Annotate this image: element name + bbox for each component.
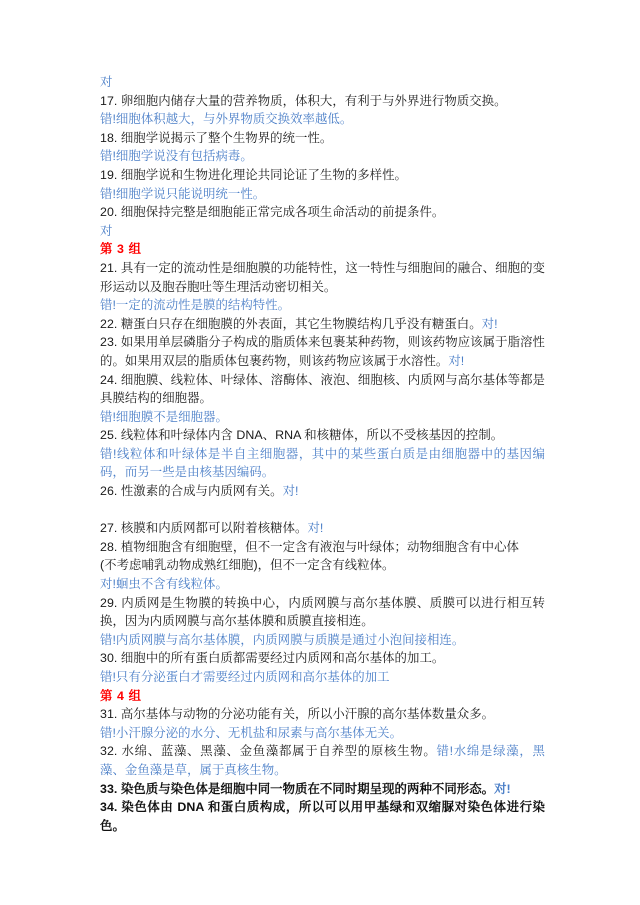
answer-text: 错!一定的流动性是膜的结构特性。	[100, 298, 291, 313]
answer-text: 对	[100, 75, 113, 89]
question-line	[100, 166, 545, 185]
answer-text: 错!细胞膜不是细胞器。	[100, 409, 228, 424]
question-line	[100, 594, 545, 631]
question-text: 30. 细胞中的所有蛋白质都需要经过内质网和高尔基体的加工。	[100, 651, 445, 666]
question-text: (不考虑哺乳动物成熟红细胞)，但不一定含有线粒体。	[100, 558, 395, 573]
answer-text: 错!内质网膜与高尔基体膜，内质网膜与质膜是通过小泡间接相连。	[100, 632, 465, 647]
answer-text: 错!只有分泌蛋白才需要经过内质网和高尔基体的加工	[100, 670, 390, 684]
answer-text: 对	[100, 223, 113, 238]
answer-text: 对!	[448, 353, 465, 368]
group-heading-text: 第 4 组	[100, 688, 142, 703]
question-text: 27. 核膜和内质网都可以附着核糖体。	[100, 521, 308, 536]
answer-line	[100, 110, 545, 129]
group-heading	[100, 687, 545, 706]
question-text: 18. 细胞学说揭示了整个生物界的统一性。	[100, 130, 333, 145]
question-line	[100, 92, 545, 111]
answer-line	[100, 575, 545, 594]
group-heading	[100, 240, 545, 259]
answer-line	[100, 222, 545, 241]
question-line	[100, 333, 545, 370]
answer-line	[100, 147, 545, 166]
question-text: 17. 卵细胞内储存大量的营养物质，体积大，有利于与外界进行物质交换。	[100, 93, 507, 108]
answer-line	[100, 73, 545, 92]
question-line	[100, 780, 545, 799]
question-line	[100, 556, 545, 575]
question-line	[100, 519, 545, 538]
answer-line	[100, 296, 545, 315]
answer-text: 错!细胞体积越大，与外界物质交换效率越低。	[100, 112, 353, 127]
question-line	[100, 705, 545, 724]
question-text: 23. 如果用单层磷脂分子构成的脂质体来包裹某种药物，则该药物应该属于脂溶性的。如果用双层的脂质体包裹药物，则该药物应该属于水溶性。	[100, 335, 545, 368]
question-line	[100, 798, 545, 835]
question-line	[100, 538, 545, 557]
answer-line	[100, 724, 545, 743]
question-line	[100, 426, 545, 445]
question-text: 22. 糖蛋白只存在细胞膜的外表面，其它生物膜结构几乎没有糖蛋白。	[100, 316, 482, 331]
question-text: 19. 细胞学说和生物进化理论共同论证了生物的多样性。	[100, 167, 408, 182]
question-line	[100, 129, 545, 148]
question-line	[100, 649, 545, 668]
answer-text: 对!	[100, 577, 116, 592]
answer-text: 蛔虫不含有线粒体。	[115, 577, 228, 592]
question-text: 28. 植物细胞含有细胞壁，但不一定含有液泡与叶绿体；动物细胞含有中心体	[100, 539, 519, 554]
answer-line	[100, 631, 545, 650]
answer-line	[100, 408, 545, 427]
question-line	[100, 315, 545, 334]
answer-line	[100, 445, 545, 482]
answer-text: 对!	[494, 781, 511, 796]
question-text: 26. 性激素的合成与内质网有关。	[100, 484, 283, 499]
question-text: 33. 染色质与染色体是细胞中同一物质在不同时期呈现的两种不同形态。	[100, 781, 495, 796]
question-text: 32. 水绵、蓝藻、黑藻、金鱼藻都属于自养型的原核生物。	[100, 744, 437, 759]
question-text: 29. 内质网是生物膜的转换中心，内质网膜与高尔基体膜、质膜可以进行相互转换，因为内质网膜与高尔基体膜和质膜直接相连。	[100, 595, 545, 629]
answer-text: 错!细胞学说只能说明统一性。	[100, 186, 266, 201]
question-text: 25. 线粒体和叶绿体内含 DNA、RNA 和核糖体，所以不受核基因的控制。	[100, 428, 504, 443]
question-line	[100, 371, 545, 408]
question-text: 21. 具有一定的流动性是细胞膜的功能特性，这一特性与细胞间的融合、细胞的变形运动以及胞吞胞吐等生理活动密切相关。	[100, 260, 545, 294]
question-text: 31. 高尔基体与动物的分泌功能有关，所以小汗腺的高尔基体数量众多。	[100, 707, 495, 722]
answer-text: 对!	[307, 521, 324, 536]
question-text: 24. 细胞膜、线粒体、叶绿体、溶酶体、液泡、细胞核、内质网与高尔基体等都是具膜结构的细胞器。	[100, 372, 545, 406]
answer-text: 错!水绵是绿藻，黑藻、金鱼藻是草，属于真核生物。	[100, 744, 545, 777]
document-body	[100, 73, 545, 835]
answer-text: 对!	[282, 484, 299, 499]
question-line	[100, 203, 545, 222]
answer-text: 对!	[481, 316, 498, 331]
question-text: 34. 染色体由 DNA 和蛋白质构成，所以可以用甲基绿和双缩脲对染色体进行染色。	[100, 800, 545, 833]
answer-text: 错!细胞学说没有包括病毒。	[100, 149, 253, 164]
question-line	[100, 482, 545, 501]
answer-text: 错!线粒体和叶绿体是半自主细胞器，其中的某些蛋白质是由细胞器中的基因编码，而另一些是由核基因编码。	[100, 446, 545, 480]
question-text: 20. 细胞保持完整是细胞能正常完成各项生命活动的前提条件。	[100, 205, 445, 220]
answer-line	[100, 668, 545, 687]
answer-line	[100, 185, 545, 204]
group-heading-text: 第 3 组	[100, 242, 142, 257]
question-line	[100, 259, 545, 296]
blank-line	[100, 501, 545, 520]
question-line	[100, 742, 545, 779]
answer-text: 错!小汗腺分泌的水分、无机盐和尿素与高尔基体无关。	[100, 725, 403, 740]
